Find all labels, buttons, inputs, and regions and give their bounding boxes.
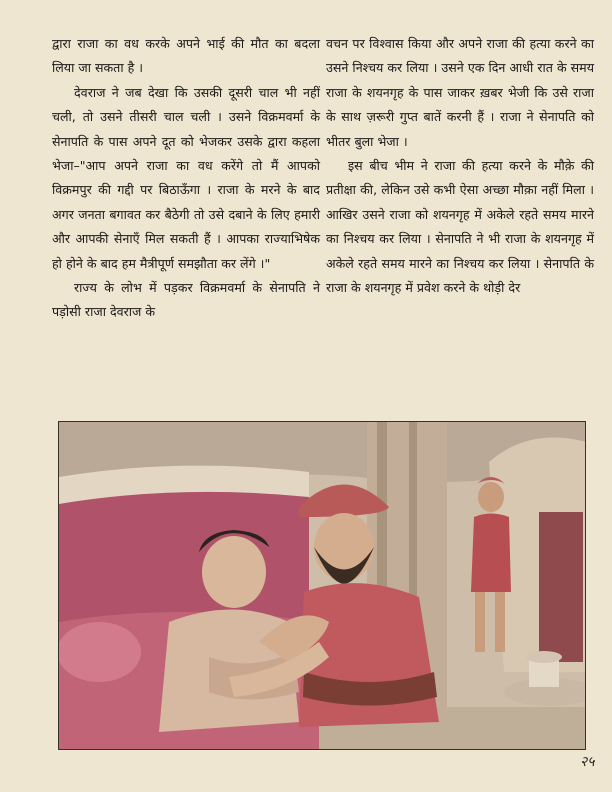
left-text-column bbox=[52, 32, 320, 325]
paragraph: देवराज ने जब देखा कि उसकी दूसरी चाल भी नहीं चली, तो उसने तीसरी चाल चली । उसने विक्रमवर्मा के सेनापति के पास अपने दूत को भेजकर उसके द्वारा कहला भेजा–"आप अपने राजा का वध करेंगे तो मैं आपको विक्रमपुर की गद्दी पर बिठाऊँगा । राजा के मरने के बाद अगर जनता बगावत कर बैठेगी तो उसे दबाने के लिए हमारी और आपकी सेनाएँ मिल सकती हैं । आपका राज्याभिषेक हो होने के बाद हम मैत्रीपूर्ण समझौता कर लेंगे ।" bbox=[52, 84, 320, 271]
story-illustration bbox=[58, 421, 586, 750]
servant-body bbox=[471, 514, 511, 593]
servant-head bbox=[478, 482, 504, 512]
paragraph: राज्य के लोभ में पड़कर विक्रमवर्मा के सेनापति ने पड़ोसी राजा देवराज के bbox=[52, 280, 320, 320]
doorway-dark bbox=[539, 512, 583, 662]
page-number: २५ bbox=[580, 754, 595, 770]
king-head bbox=[202, 536, 266, 608]
right-text-column bbox=[326, 32, 594, 300]
cushion bbox=[59, 622, 141, 682]
paragraph: द्वारा राजा का वध करके अपने भाई की मौत का बदला लिया जा सकता है । bbox=[52, 36, 320, 76]
illustration-drawing bbox=[59, 422, 586, 750]
paragraph: वचन पर विश्वास किया और अपने राजा की हत्या करने का उसने निश्चय कर लिया । उसने एक दिन आधी रात के समय राजा के शयनगृह के पास जाकर ख़बर भेजी कि उसे राजा के साथ ज़रूरी गुप्त बातें करनी हैं । राजा ने सेनापति को भीतर बुला भेजा । bbox=[326, 36, 594, 149]
paragraph: इस बीच भीम ने राजा की हत्या करने के मौक़े की प्रतीक्षा की, लेकिन उसे कभी ऐसा अच्छा मौक़ा नहीं मिला । आखिर उसने राजा को शयनगृह में अकेले रहते समय मारने का निश्चय कर लिया । सेनापति ने भी राजा के शयनगृह में अकेले रहते समय मारने का निश्चय कर लिया । सेनापति के राजा के शयनगृह में प्रवेश करने के थोड़ी देर bbox=[326, 158, 594, 296]
